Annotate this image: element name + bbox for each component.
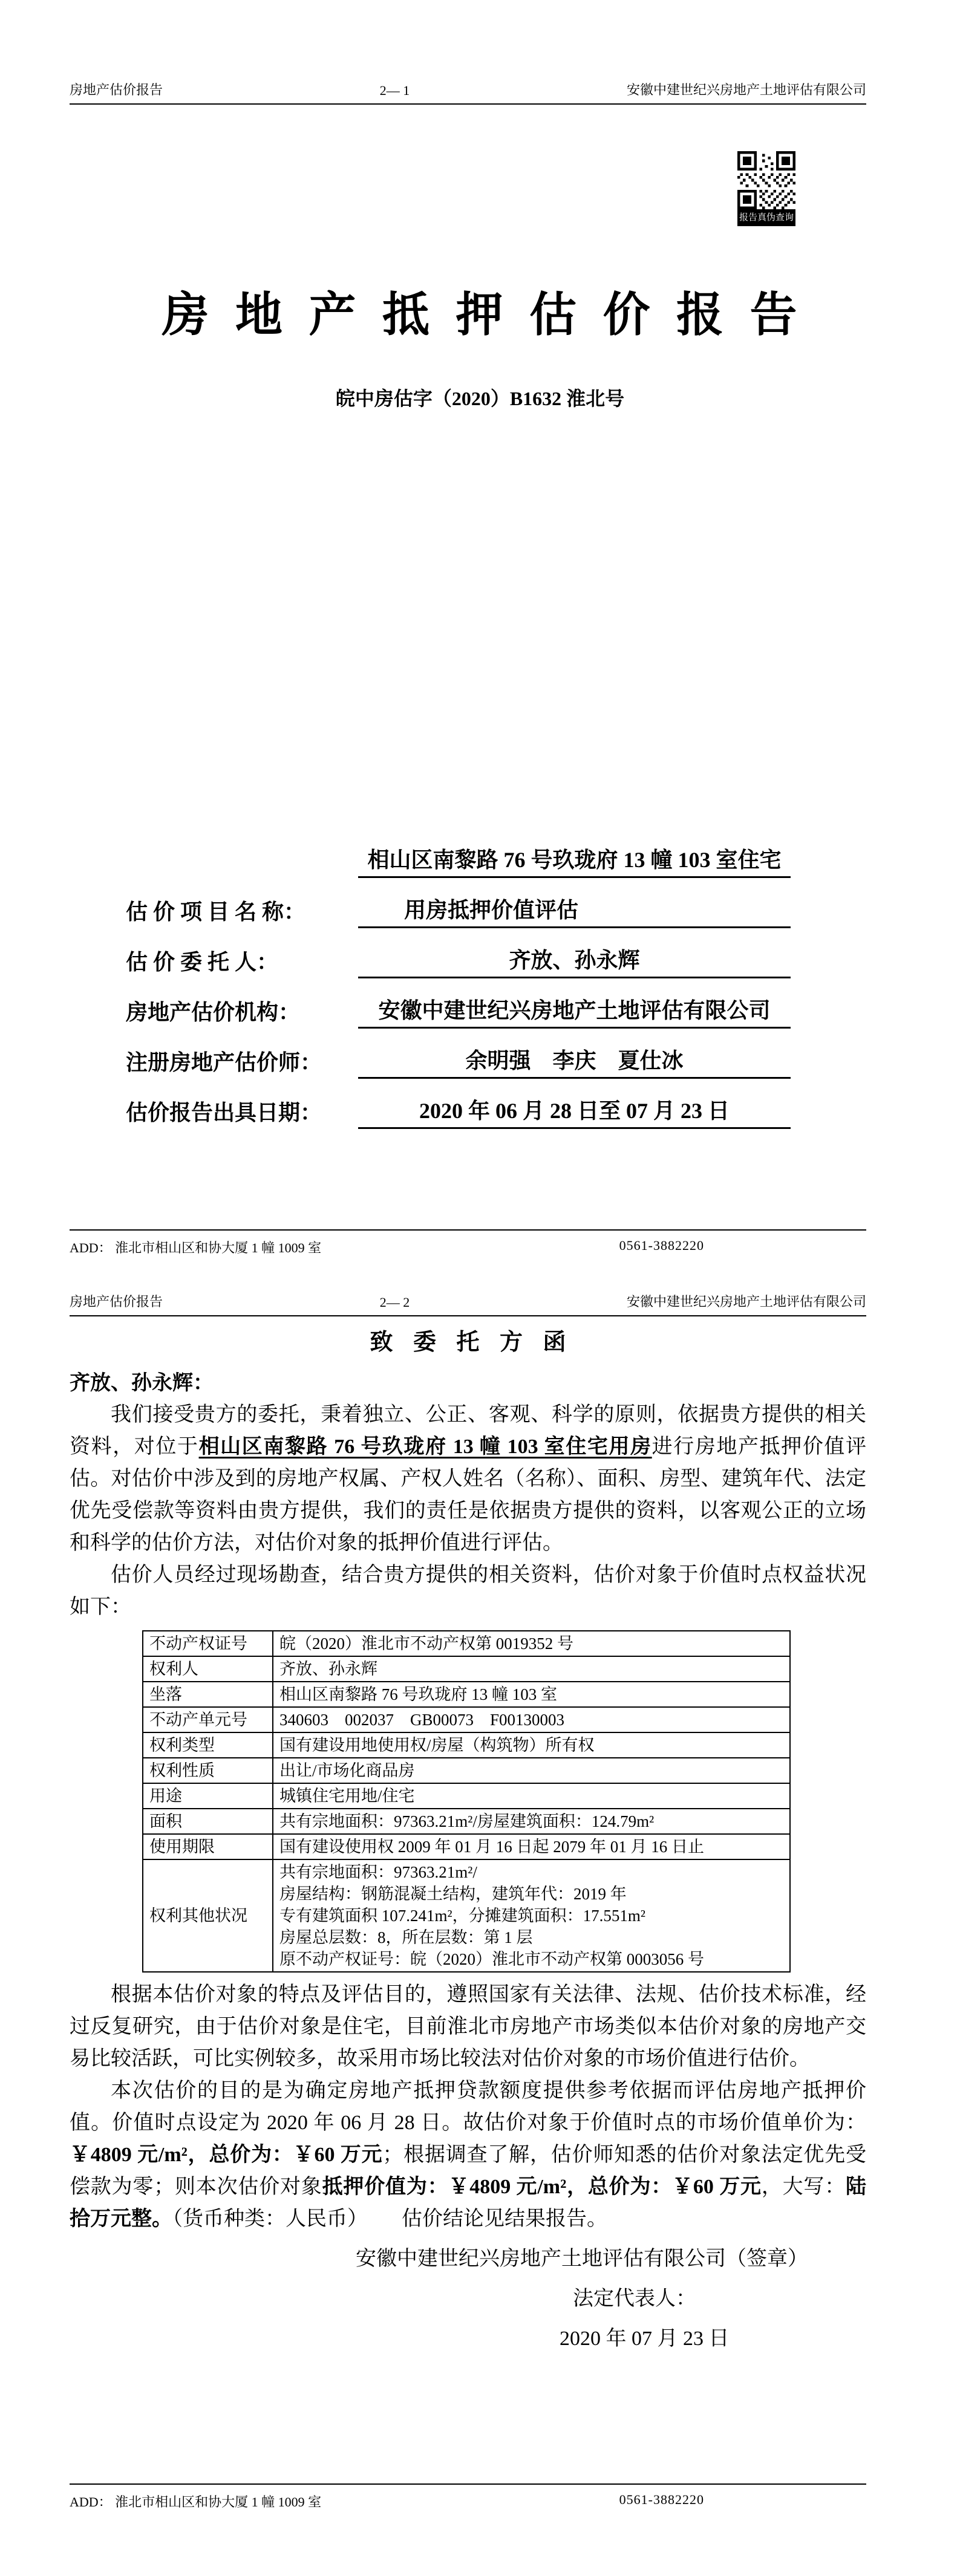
row-label: 用途 [143,1783,273,1809]
report-date-label: 估价报告出具日期： [126,1101,322,1125]
currency-type: （货币种类：人民币） [172,2208,368,2230]
signature-company: 安徽中建世纪兴房地产土地评估有限公司（签章） [356,2248,808,2270]
row-label: 权利性质 [143,1758,273,1783]
row-label: 使用期限 [143,1834,273,1859]
report-title: 房 地 产 抵 押 估 价 报 告 [162,288,798,341]
row-label: 不动产权证号 [143,1631,273,1656]
client-label: 估 价 委 托 人： [126,950,279,974]
rights-status-table [142,1630,791,1973]
form-row-appraisers [126,1045,791,1079]
project-name-values [358,844,791,928]
project-name-value-line1: 相山区南黎路 76 号玖珑府 13 幢 103 室住宅 [358,844,791,878]
report-number: 皖中房估字（2020）B1632 淮北号 [335,388,625,409]
row-label: 权利类型 [143,1732,273,1758]
agency-label: 房地产估价机构： [126,1000,301,1024]
table-row-right-nature [143,1758,790,1783]
table-row-owner [143,1656,790,1682]
appraisal-form [126,844,791,1145]
row-value: 皖（2020）淮北市不动产权第 0019352 号 [273,1631,790,1656]
mortgage-value: 抵押价值为：￥4809 元/m²，总价为：￥60 万元 [322,2176,762,2198]
row-value [273,1859,790,1972]
qr-verification-block [737,151,795,226]
row-value: 出让/市场化商品房 [273,1758,790,1783]
row-value: 共有宗地面积：97363.21m²/房屋建筑面积：124.79m² [273,1809,790,1834]
conclusion-pre: 本次估价的目的是为确定房地产抵押贷款额度提供参考依据而评估房地产抵押价值。价值时点设定为 2020 年 06 月 28 日。故估价对象于价值时点的市场价值单价为： [70,2080,866,2134]
para-intro [70,1399,866,1559]
footer-phone: 0561-3882220 [619,1238,704,1253]
project-name-label: 估 价 项 目 名 称： [126,900,306,924]
row-label: 不动产单元号 [143,1707,273,1732]
table-row-use [143,1783,790,1809]
header-company-name: 安徽中建世纪兴房地产土地评估有限公司 [626,1294,866,1309]
table-row-term [143,1834,790,1859]
row-value: 相山区南黎路 76 号玖珑府 13 幢 103 室 [273,1682,790,1707]
row-label: 权利人 [143,1656,273,1682]
conclusion-mid: ；根据调查了解，估价师知悉的估价对象法定优先受偿款为零；则本次估价对象 [70,2144,866,2198]
other-status-line: 房屋结构：钢筋混凝土结构，建筑年代：2019 年 [279,1885,627,1903]
salutation: 齐放、孙永辉： [70,1372,214,1394]
row-value: 国有建设用地使用权/房屋（构筑物）所有权 [273,1732,790,1758]
footer-address: ADD： 淮北市相山区和协大厦 1 幢 1009 室 [70,2494,322,2509]
form-row-report-date [126,1095,791,1129]
letter-body [70,1323,866,2355]
letter-title: 致 委 托 方 函 [370,1330,566,1355]
amount-in-words: 陆拾万元整。 [70,2176,867,2230]
para-survey: 估价人员经过现场勘查，结合贵方提供的相关资料，估价对象于价值时点权益状况如下： [70,1564,866,1618]
table-row-other-status [143,1859,790,1972]
other-status-line: 共有宗地面积：97363.21m²/ [279,1863,477,1881]
other-status-line: 原不动产权证号：皖（2020）淮北市不动产权第 0003056 号 [279,1950,704,1968]
page-footer [70,2483,866,2511]
other-status-line: 房屋总层数：8，所在层数：第 1 层 [279,1928,533,1947]
signature-date: 2020 年 07 月 23 日 [560,2327,730,2350]
table-row-cert-no [143,1631,790,1656]
legal-rep-label: 法定代表人： [573,2288,696,2310]
row-label: 坐落 [143,1682,273,1707]
para-intro-pre: 我们接受贵方的委托，秉着独立、公正、客观、科学的原则，依据贵方提供的相关资料，对位于 [70,1403,866,1458]
unit-price-value: ￥4809 元/m²，总价为：￥60 万元 [70,2144,383,2166]
footer-phone: 0561-3882220 [619,2492,704,2507]
row-label: 权利其他状况 [143,1859,273,1972]
para-method: 根据本估价对象的特点及评估目的，遵照国家有关法律、法规、估价技术标准，经过反复研究，由于估价对象是住宅，目前淮北市房地产市场类似本估价对象的房地产交易比较活跃，可比实例较多，故采用市场比较法对估价对象的市场价值进行估价。 [70,1983,866,2070]
appraisers-label: 注册房地产估价师： [126,1050,322,1075]
appraisers-value: 余明强 李庆 夏仕冰 [358,1045,791,1079]
header-company-name: 安徽中建世纪兴房地产土地评估有限公司 [626,82,866,97]
qr-code-icon [737,151,795,209]
conclusion-tail: 估价结论见结果报告。 [402,2208,607,2230]
property-highlight: 相山区南黎路 76 号玖珑府 13 幢 103 室住宅用房 [198,1436,652,1458]
page-header [70,80,866,105]
header-doc-type: 房地产估价报告 [70,1294,163,1309]
other-status-line: 专有建筑面积 107.241m²，分摊建筑面积：17.551m² [279,1907,645,1925]
form-row-project [126,844,791,928]
project-name-value-line2: 用房抵押价值评估 [358,894,791,928]
row-value: 340603 002037 GB00073 F00130003 [273,1707,790,1732]
report-date-value: 2020 年 06 月 28 日至 07 月 23 日 [358,1095,791,1129]
client-value: 齐放、孙永辉 [358,945,791,978]
table-row-location [143,1682,790,1707]
row-label: 面积 [143,1809,273,1834]
header-doc-type: 房地产估价报告 [70,82,163,97]
form-row-client [126,945,791,978]
page-footer [70,1229,866,1257]
row-value: 城镇住宅用地/住宅 [273,1783,790,1809]
table-row-unit-no [143,1707,790,1732]
qr-caption: 报告真伪查询 [737,209,795,226]
form-row-agency [126,995,791,1029]
footer-address: ADD： 淮北市相山区和协大厦 1 幢 1009 室 [70,1240,322,1255]
page-header [70,1292,866,1316]
table-row-area [143,1809,790,1834]
report-page-2 [0,1288,960,2576]
table-row-right-type [143,1732,790,1758]
agency-value: 安徽中建世纪兴房地产土地评估有限公司 [358,995,791,1029]
header-page-number: 2— 1 [379,83,410,98]
row-value: 齐放、孙永辉 [273,1656,790,1682]
header-page-number: 2— 2 [379,1295,410,1310]
para-intro-post: 进行房地产抵押价值评估。对估价中涉及到的房地产权属、产权人姓名（名称）、面积、房型、建筑年代、法定优先受偿款等资料由贵方提供，我们的责任是依据贵方提供的资料，以客观公正的立场和科学的估价方法，对估价对象的抵押价值进行评估。 [70,1436,867,1554]
conclusion-daxie-label: ，大写： [761,2176,846,2198]
para-conclusion [70,2075,866,2235]
row-value: 国有建设使用权 2009 年 01 月 16 日起 2079 年 01 月 16 日止 [273,1834,790,1859]
